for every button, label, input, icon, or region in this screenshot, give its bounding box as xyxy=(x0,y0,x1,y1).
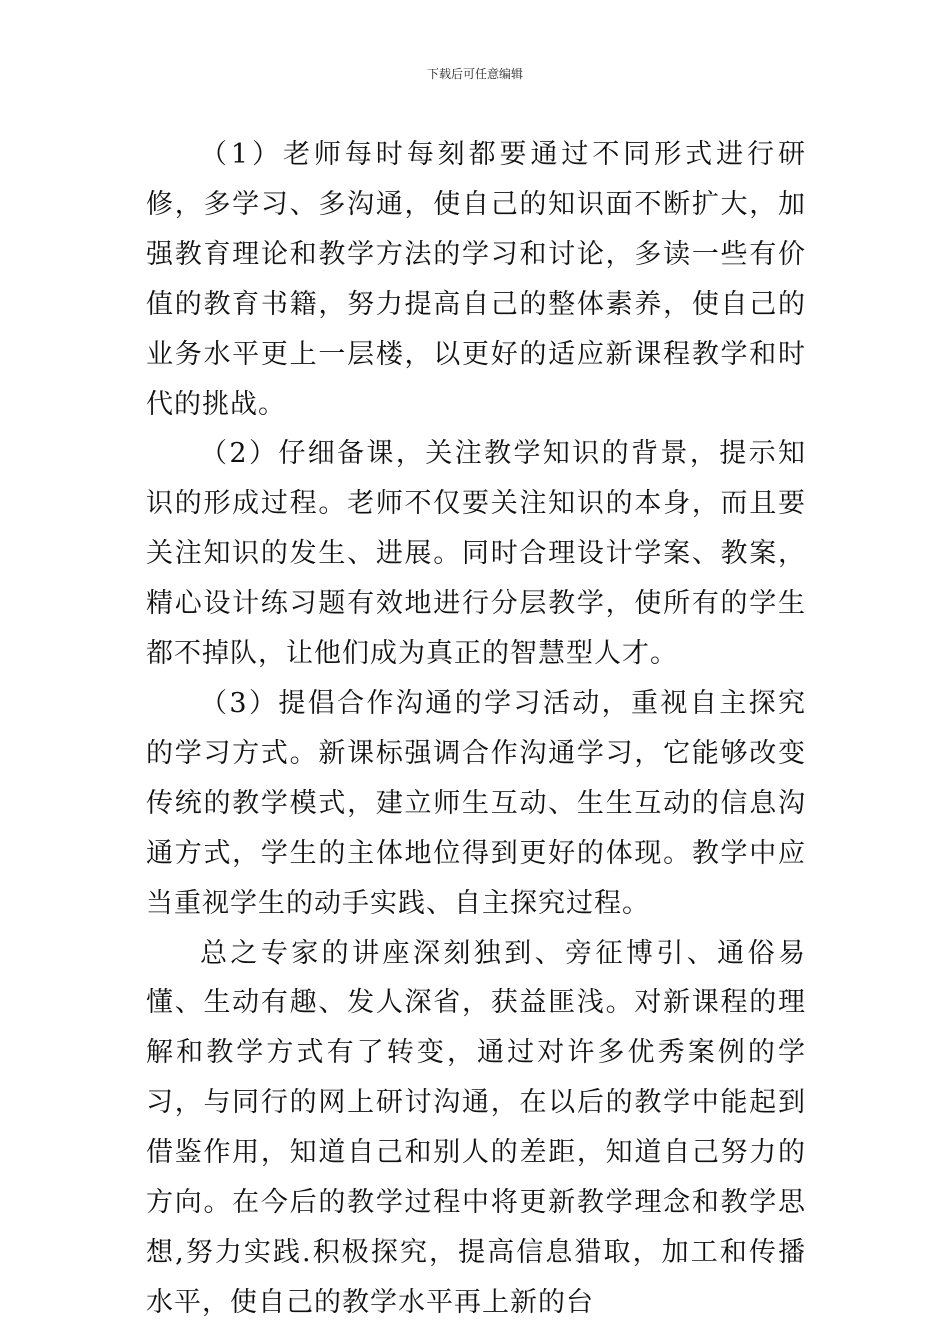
paragraph-1: （1）老师每时每刻都要通过不同形式进行研修，多学习、多沟通，使自己的知识面不断扩大，加强教育理论和教学方法的学习和讨论，多读一些有价值的教育书籍，努力提高自己的整体素养，使自己的业务水平更上一层楼，以更好的适应新课程教学和时代的挑战。 xyxy=(146,139,806,420)
paragraph-3: （3）提倡合作沟通的学习活动，重视自主探究的学习方式。新课标强调合作沟通学习，它能够改变传统的教学模式，建立师生互动、生生互动的信息沟通方式，学生的主体地位得到更好的体现。教学中应当重视学生的动手实践、自主探究过程。 xyxy=(146,687,806,919)
document-body xyxy=(146,130,806,1328)
page-header-note: 下载后可任意编辑 xyxy=(426,67,523,81)
paragraph-4: 总之专家的讲座深刻独到、旁征博引、通俗易懂、生动有趣、发人深省，获益匪浅。对新课程的理解和教学方式有了转变，通过对许多优秀案例的学习，与同行的网上研讨沟通，在以后的教学中能起到借鉴作用，知道自己和别人的差距，知道自己努力的方向。在今后的教学过程中将更新教学理念和教学思想,努力实践.积极探究，提高信息猎取，加工和传播水平，使自己的教学水平再上新的台 xyxy=(146,937,806,1318)
paragraph-2: （2）仔细备课，关注教学知识的背景，提示知识的形成过程。老师不仅要关注知识的本身，而且要关注知识的发生、进展。同时合理设计学案、教案，精心设计练习题有效地进行分层教学，使所有的学生都不掉队，让他们成为真正的智慧型人才。 xyxy=(146,438,806,670)
